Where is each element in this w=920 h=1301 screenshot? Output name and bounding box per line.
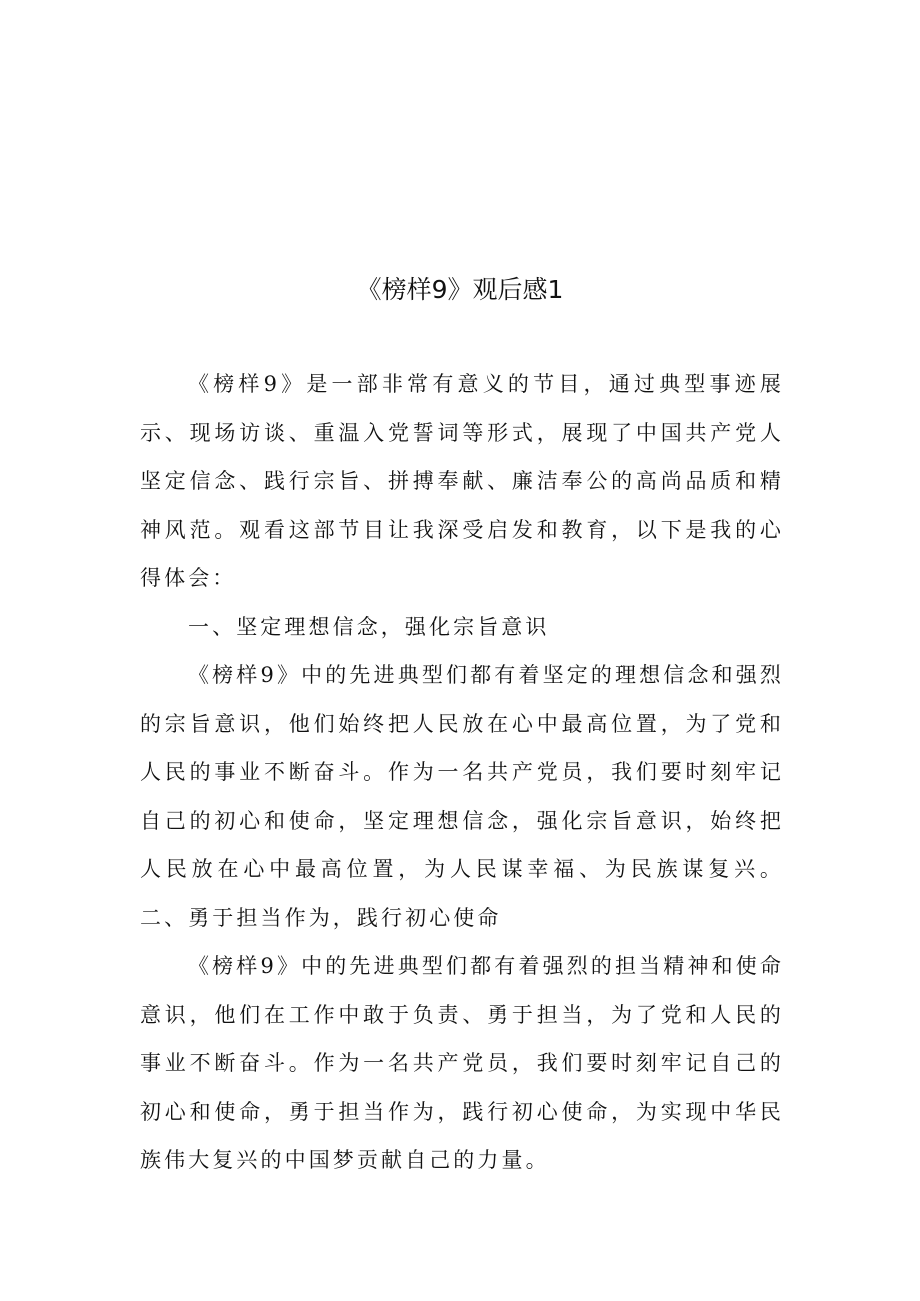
paragraph-section-1: 《榜样9》中的先进典型们都有着坚定的理想信念和强烈的宗旨意识，他们始终把人民放在心中最高位置，为了党和人民的事业不断奋斗。作为一名共产党员，我们要时刻牢记自己的初心和使命，坚定理想信念，强化宗旨意识，始终把人民放在心中最高位置，为人民谋幸福、为民族谋复兴。二、勇于担当作为，践行初心使命 <box>140 663 784 930</box>
document-body <box>140 360 784 1185</box>
paragraph-intro: 《榜样9》是一部非常有意义的节目，通过典型事迹展示、现场访谈、重温入党誓词等形式，展现了中国共产党人坚定信念、践行宗旨、拼搏奉献、廉洁奉公的高尚品质和精神风范。观看这部节目让我深受启发和教育，以下是我的心得体会： <box>140 372 784 590</box>
section-heading-1: 一、坚定理想信念，强化宗旨意识 <box>188 614 550 639</box>
document-title: 《榜样9》观后感1 <box>356 275 564 304</box>
paragraph-section-2: 《榜样9》中的先进典型们都有着强烈的担当精神和使命意识，他们在工作中敢于负责、勇于担当，为了党和人民的事业不断奋斗。作为一名共产党员，我们要时刻牢记自己的初心和使命，勇于担当作为，践行初心使命，为实现中华民族伟大复兴的中国梦贡献自己的力量。 <box>140 954 784 1172</box>
